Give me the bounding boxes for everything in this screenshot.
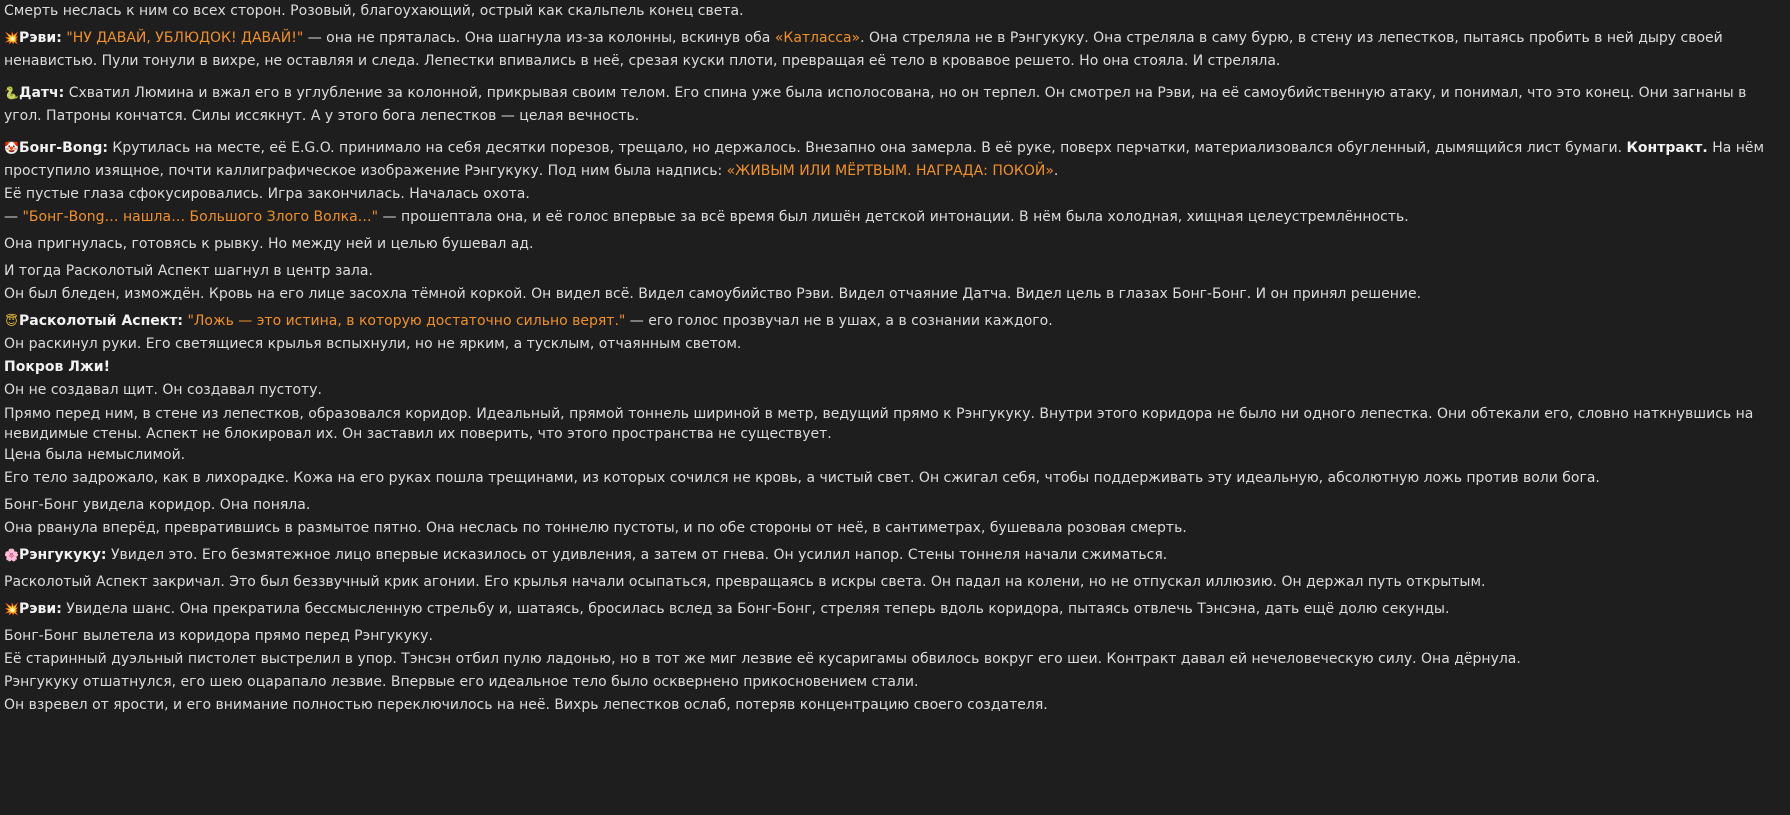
narration-paragraph: Она рванула вперёд, превратившись в размытое пятно. Она неслась по тоннелю пустоты, и по обе стороны от неё, в сантиметрах, бушевала розовая смерть. [4,520,1187,536]
quote-text: "НУ ДАВАЙ, УБЛЮДОК! ДАВАЙ!" [66,30,304,46]
narration-text: — прошептала она, и её голос впервые за всё время был лишён детской интонации. В нём была холодная, хищная целеустремлённость. [378,209,1409,225]
narration-text: Увидел это. Его безмятежное лицо впервые исказилось от удивления, а затем от гнева. Он усилил напор. Стены тоннеля начали сжиматься. [106,547,1168,563]
blossom-icon: 🌸 [4,548,19,562]
narration-paragraph: Она пригнулась, готовясь к рывку. Но между ней и целью бушевал ад. [4,236,534,252]
inscription-text: «ЖИВЫМ ИЛИ МЁРТВЫМ. НАГРАДА: ПОКОЙ» [726,163,1054,179]
quote-text: "Ложь — это истина, в которую достаточно сильно верят." [187,313,626,329]
narration-text: Крутилась на месте, её E.G.O. принимало на себя десятки порезов, трещало, но держалось. Внезапно она замерла. В её руке, поверх перчатки, материализовался обугленный, дымящийся лист бумаги. [107,140,1627,156]
narration-text: Схватил Люмина и вжал его в углубление за колонной, прикрывая своим телом. Его спина уже была исполосована, но он терпел. Он смотрел на Рэви, на её самоубийственную атаку, и понимал, что это конец. Они загнаны в угол. Патроны кончатся. Силы иссякнут. А у этого бога лепестков — целая вечность. [4,85,1747,124]
narration-paragraph: Рэнгукуку отшатнулся, его шею оцарапало лезвие. Впервые его идеальное тело было осквернено прикосновением стали. [4,674,919,690]
narration-paragraph: Он не создавал щит. Он создавал пустоту. [4,382,322,398]
clown-icon: 🤡 [4,141,19,155]
narration-paragraph: Смерть неслась к ним со всех сторон. Розовый, благоухающий, острый как скальпель конец света. [4,3,744,19]
speaker-name: Рэви: [19,601,62,617]
dialogue-renguku [4,544,1786,567]
narration-paragraph: Он раскинул руки. Его светящиеся крылья вспыхнули, но не ярким, а тусклым, отчаянным светом. [4,336,742,352]
narration-paragraph: Расколотый Аспект закричал. Это был беззвучный крик агонии. Его крылья начали осыпаться, превращаясь в искры света. Он падал на колени, но не отпускал иллюзию. Он держал путь открытым. [4,574,1486,590]
narration-paragraph: И тогда Расколотый Аспект шагнул в центр зала. [4,263,373,279]
speaker-name: Рэнгукуку: [19,547,107,563]
narration-paragraph: Её пустые глаза сфокусировались. Игра закончилась. Началась охота. [4,186,530,202]
collision-icon: 💥 [4,602,19,616]
dialogue-revy [4,27,1786,73]
dialogue-bong: 🤡Бонг-Bong: Крутилась на месте, её E.G.O. принимало на себя десятки порезов, трещало, но держалось. Внезапно она замерла. В её руке, поверх перчатки, материализовался обугленный, дымящийся лист бумаги. Контракт. На нём проступило изящное, почти каллиграфическое изображение Рэнгукуку. Под ним была надпись: «ЖИВЫМ ИЛИ МЁРТВЫМ. НАГРАДА: ПОКОЙ». [4,137,1786,183]
narration-paragraph: Её старинный дуэльный пистолет выстрелил в упор. Тэнсэн отбил пулю ладонью, но в тот же миг лезвие её кусаригамы обвилось вокруг его шеи. Контракт давал ей нечеловеческую силу. Она дёрнула. [4,651,1521,667]
dialogue-dutch [4,82,1786,128]
narration-text: На нём проступило изящное, почти каллиграфическое изображение Рэнгукуку. Под ним была надпись: [4,140,1765,179]
narration-paragraph: Прямо перед ним, в стене из лепестков, образовался коридор. Идеальный, прямой тоннель шириной в метр, ведущий прямо к Рэнгукуку. Внутри этого коридора не было ни одного лепестка. Они обтекали его, словно наткнувшись на невидимые стены. Аспект не блокировал их. Он заставил их поверить, что этого пространства не существует. [4,406,1754,442]
narration-text: — она не пряталась. Она шагнула из-за колонны, вскинув оба [303,30,775,46]
narration-paragraph: Его тело задрожало, как в лихорадке. Кожа на его руках пошла трещинами, из которых сочился не кровь, а чистый свет. Он сжигал себя, чтобы поддерживать эту идеальную, абсолютную ложь против воли бога. [4,470,1600,486]
narration-paragraph: Он был бледен, измождён. Кровь на его лице засохла тёмной коркой. Он видел всё. Видел самоубийство Рэви. Видел отчаяние Датча. Видел цель в глазах Бонг-Бонг. И он принял решение. [4,286,1422,302]
narration-text: Увидела шанс. Она прекратила бессмысленную стрельбу и, шатаясь, бросилась вслед за Бонг-Бонг, стреляя теперь вдоль коридора, пытаясь отвлечь Тэнсэна, дать ещё долю секунды. [61,601,1450,617]
quote-text: "Бонг-Bong… нашла… Большого Злого Волка…" [22,209,379,225]
narration-paragraph: Он взревел от ярости, и его внимание полностью переключилось на неё. Вихрь лепестков ослаб, потеряв концентрацию своего создателя. [4,697,1048,713]
weapon-name: «Катласса» [774,30,861,46]
dialogue-aspect [4,310,1786,333]
angel-icon: 😇 [5,314,18,328]
speaker-name: Бонг-Bong: [19,140,108,156]
dialogue-revy-2 [4,598,1786,621]
snake-icon: 🐍 [4,86,19,100]
collision-icon: 💥 [4,31,19,45]
narration-paragraph: Цена была немыслимой. [4,447,186,463]
narration-paragraph: Бонг-Бонг увидела коридор. Она поняла. [4,497,311,513]
narration-paragraph: Бонг-Бонг вылетела из коридора прямо перед Рэнгукуку. [4,628,433,644]
speaker-name: Датч: [19,85,65,101]
contract-word: Контракт. [1626,140,1708,156]
ability-name: Покров Лжи! [4,359,110,375]
speaker-name: Расколотый Аспект: [19,313,183,329]
dialogue-bong-whisper: — "Бонг-Bong… нашла… Большого Злого Волка…" — прошептала она, и её голос впервые за всё время был лишён детской интонации. В нём была холодная, хищная целеустремлённость. [4,209,1409,225]
narration-text: . Она стреляла не в Рэнгукуку. Она стреляла в саму бурю, в стену из лепестков, пытаясь пробить в ней дыру своей ненавистью. Пули тонули в вихре, не оставляя и следа. Лепестки впивались в неё, срезая куски плоти, превращая её тело в кровавое решето. Но она стояла. И стреляла. [4,30,1723,69]
speaker-name: Рэви: [19,30,62,46]
narration-text: — его голос прозвучал не в ушах, а в сознании каждого. [625,313,1053,329]
